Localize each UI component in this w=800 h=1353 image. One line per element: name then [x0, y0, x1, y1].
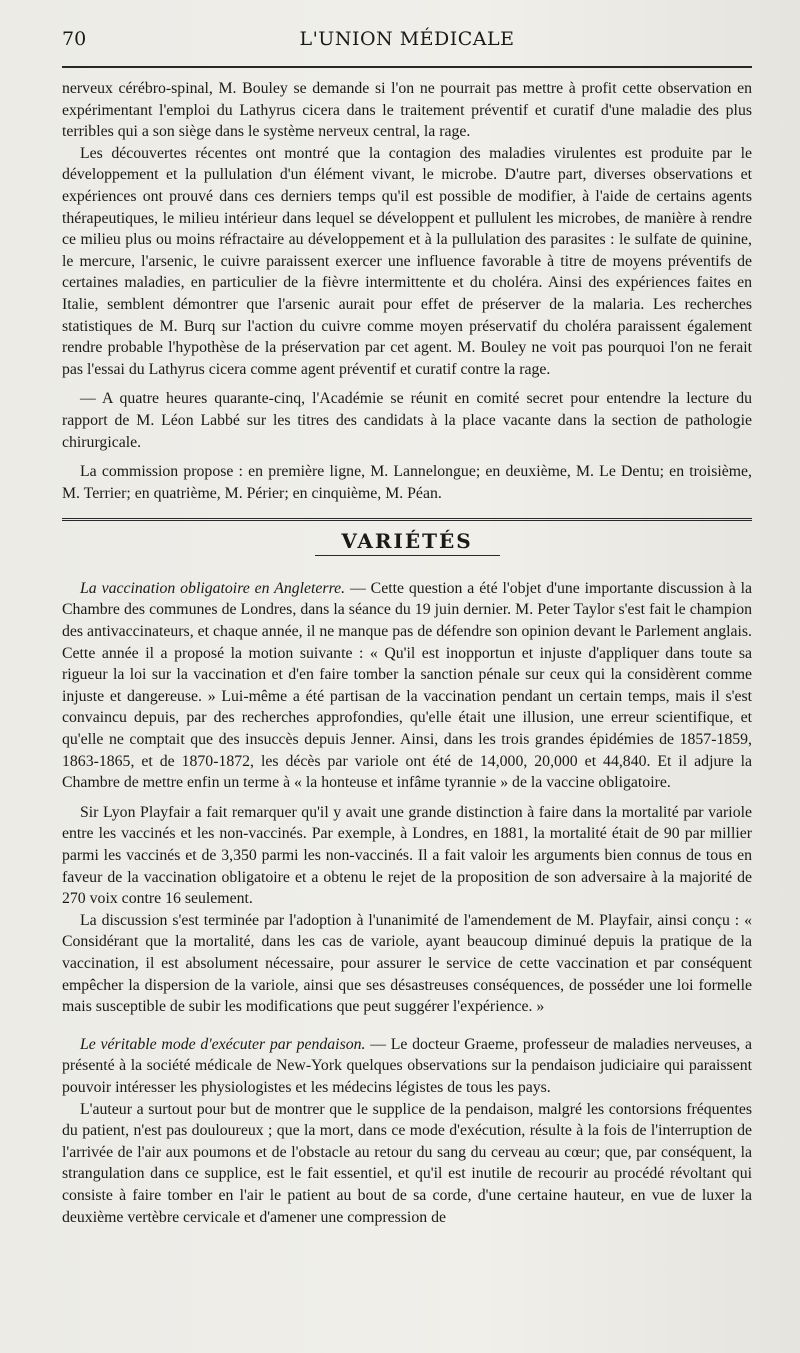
page-header	[62, 28, 752, 58]
page-number: 70	[62, 28, 87, 50]
section-rule	[62, 518, 752, 521]
paragraph-continuation: nerveux cérébro-spinal, M. Bouley se demande si l'on ne pourrait pas mettre à profit cette observation en expérimentant l'emploi du Lathyrus cicera dans le traitement préventif et curatif d'une maladie des plus terribles qui a son siège dans le système nerveux central, la rage.	[62, 80, 752, 141]
section-title: VARIÉTÉS	[341, 529, 473, 554]
article-vaccination-p2: Sir Lyon Playfair a fait remarquer qu'il y avait une grande distinction à faire dans la mortalité par variole entre les vaccinés et les non-vaccinés. Par exemple, à Londres, en 1881, la mortalité était de 90 par millier parmi les vaccinés et de 3,350 parmi les non-vaccinés. Il a fait valoir les arguments bien connus de tous en faveur de la vaccination obligatoire et a obtenu le rejet de la proposition de son adversaire à la majorité de 270 voix contre 16 seulement.	[62, 803, 752, 908]
article-vaccination-p1: La vaccination obligatoire en Angleterre. — Cette question a été l'objet d'une importante discussion à la Chambre des communes de Londres, dans la séance du 19 juin dernier. M. Peter Taylor s'est fait le champion des antivaccinateurs, et chaque année, il ne manque pas de défendre son opinion devant le Parlement anglais. Cette année il a proposé la motion suivante : « Qu'il est inopportun et injuste d'appliquer dans toute sa rigueur la loi sur la vaccination et d'en faire tomber la sanction pénale sur ceux qui la considèrent comme injuste et dangereuse. » Lui-même a été partisan de la vaccination pendant un certain temps, mais il s'est convaincu depuis, par des recherches approfondies, qu'elle était une illusion, une erreur scientifique, et qu'elle ne comptait que des insuccès depuis Jenner. Ainsi, dans les trois grandes épidémies de 1857-1859, 1863-1865, et de 1870-1872, les décès par variole ont été de 14,000, 20,000 et 44,840. Et il adjure la Chambre de mettre enfin un terme à « la honteuse et infâme tyrannie » de la vaccine obligatoire.	[62, 579, 752, 792]
article-pendaison-p2: L'auteur a surtout pour but de montrer que le supplice de la pendaison, malgré les contorsions fréquentes du patient, n'est pas douloureux ; que la mort, dans ce mode d'exécution, résulte à la fois de l'interruption de l'arrivée de l'air aux poumons et de l'obstacle au retour du sang du cerveau au cœur; que, par conséquent, la strangulation dans ce supplice, est le fait essentiel, et qu'il est inutile de recourir au procédé révoltant qui consiste à faire tomber en l'air le patient au bout de sa corde, d'une certaine hauteur, en vue de luxer la deuxième vertèbre cervicale et d'amener une compression de	[62, 1100, 752, 1226]
paragraph-comite-secret: — A quatre heures quarante-cinq, l'Académie se réunit en comité secret pour entendre la lecture du rapport de M. Léon Labbé sur les titres des candidats à la place vacante dans la section de pathologie chirurgicale.	[62, 390, 752, 451]
article-vaccination-p3: La discussion s'est terminée par l'adoption à l'unanimité de l'amendement de M. Playfair, ainsi conçu : « Considérant que la mortalité, dans les cas de variole, ayant beaucoup diminué depuis la pratique de la vaccination, il est absolument nécessaire, pour assurer le service de cette vaccination et par conséquent empêcher la dispersion de la variole, ainsi que ses désastreuses conséquences, de posséder une loi formelle mais susceptible de subir les modifications que peut suggérer l'expérience. »	[62, 911, 752, 1016]
article-vaccination-title: La vaccination obligatoire en Angleterre.	[80, 579, 346, 597]
paragraph-commission: La commission propose : en première ligne, M. Lannelongue; en deuxième, M. Le Dentu; en troisième, M. Terrier; en quatrième, M. Périer; en cinquième, M. Péan.	[62, 463, 752, 502]
article-pendaison-title: Le véritable mode d'exécuter par pendaison.	[80, 1035, 366, 1053]
section-underline	[315, 555, 500, 556]
running-title: L'UNION MÉDICALE	[299, 28, 515, 50]
top-text	[62, 78, 752, 1228]
paragraph-microbes: Les découvertes récentes ont montré que la contagion des maladies virulentes est produite par le développement et la pullulation d'un élément vivant, le microbe. D'autre part, diverses observations et expériences ont prouvé dans ces derniers temps qu'il est possible de modifier, à l'aide de certains agents thérapeutiques, le milieu intérieur dans lequel se développent et pullulent les microbes, de manière à rendre ce milieu plus ou moins réfractaire au développement et à la pullulation des parasites : le sulfate de quinine, le mercure, l'arsenic, le cuivre paraissent exercer une influence favorable à titre de moyens préventifs de certaines maladies, en particulier de la fièvre intermittente et du choléra. Ainsi des expériences faites en Italie, semblent démontrer que l'arsenic aurait pour effet de préserver de la malaria. Les recherches statistiques de M. Burq sur l'action du cuivre comme moyen préservatif du choléra paraissent également rendre probable l'hypothèse de la préservation par cet agent. M. Bouley ne voit pas pourquoi l'on ne ferait pas l'essai du Lathyrus cicera comme agent préventif et curatif contre la rage.	[62, 144, 752, 378]
article-pendaison-p1: Le véritable mode d'exécuter par pendaison. — Le docteur Graeme, professeur de maladies nerveuses, a présenté à la société médicale de New-York quelques observations sur la pendaison judiciaire qui paraissent pouvoir intéresser les physiologistes et les médecins légistes de tous les pays.	[62, 1035, 752, 1096]
header-rule	[62, 66, 752, 68]
